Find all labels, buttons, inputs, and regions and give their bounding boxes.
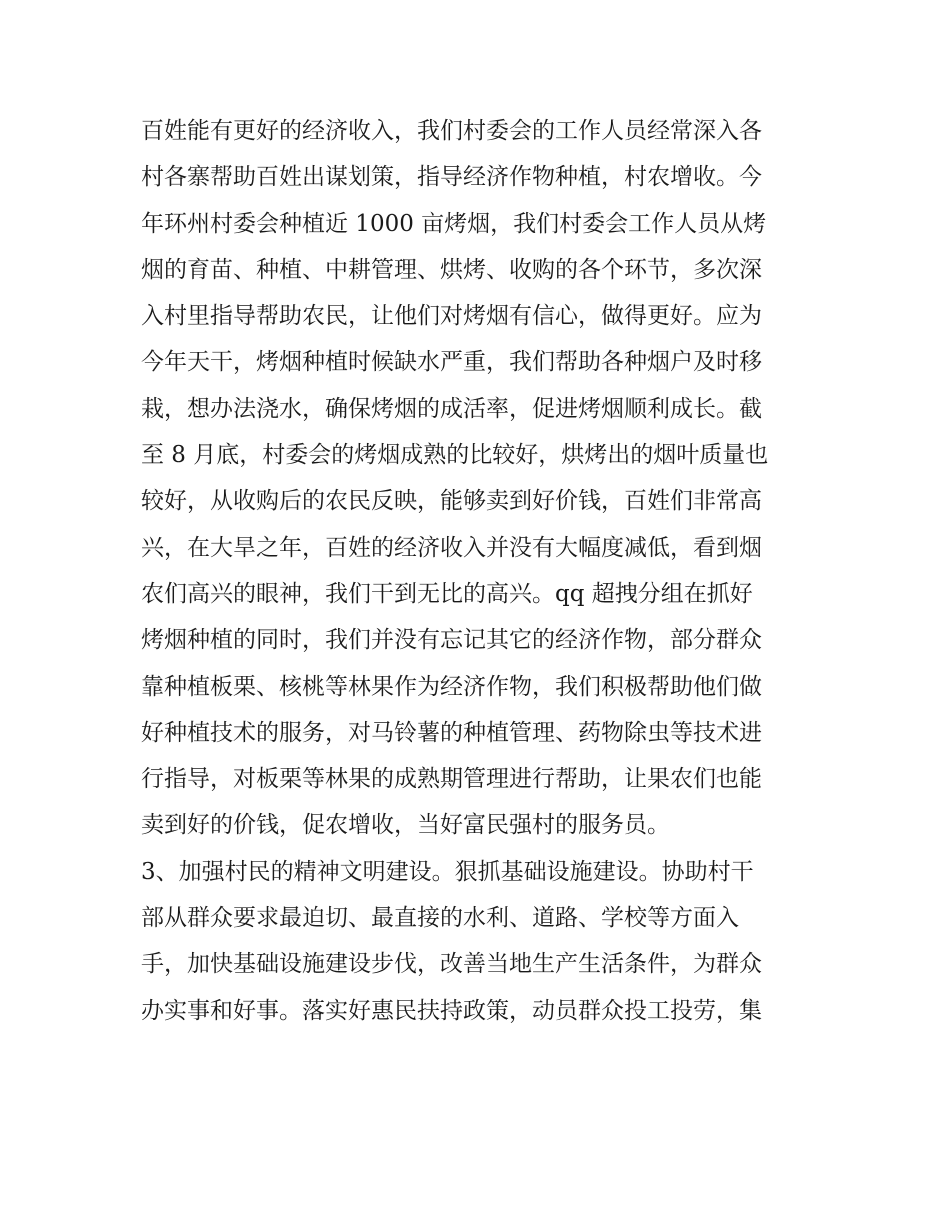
body-text	[141, 108, 821, 1034]
text-line: 农们高兴的眼神，我们干到无比的高兴。qq 超拽分组在抓好	[141, 580, 753, 607]
text-line: 好种植技术的服务，对马铃薯的种植管理、药物除虫等技术进	[141, 719, 762, 746]
text-line: 烤烟种植的同时，我们并没有忘记其它的经济作物，部分群众	[141, 627, 762, 654]
text-line: 较好，从收购后的农民反映，能够卖到好价钱，百姓们非常高	[141, 488, 762, 515]
text-line: 年环州村委会种植近 1000 亩烤烟，我们村委会工作人员从烤	[141, 210, 767, 237]
text-line: 今年天干，烤烟种植时候缺水严重，我们帮助各种烟户及时移	[141, 349, 762, 376]
text-line: 3、加强村民的精神文明建设。狠抓基础设施建设。协助村干	[141, 858, 754, 885]
text-line: 办实事和好事。落实好惠民扶持政策，动员群众投工投劳，集	[141, 997, 762, 1024]
text-line: 烟的育苗、种植、中耕管理、烘烤、收购的各个环节，多次深	[141, 256, 762, 283]
text-line: 至 8 月底，村委会的烤烟成熟的比较好，烘烤出的烟叶质量也	[141, 442, 769, 469]
text-line: 栽，想办法浇水，确保烤烟的成活率，促进烤烟顺利成长。截	[141, 395, 762, 422]
text-line: 手，加快基础设施建设步伐，改善当地生产生活条件，为群众	[141, 951, 762, 978]
text-line: 百姓能有更好的经济收入，我们村委会的工作人员经常深入各	[141, 118, 762, 144]
text-line: 靠种植板栗、核桃等林果作为经济作物，我们积极帮助他们做	[141, 673, 762, 700]
text-line: 行指导，对板栗等林果的成熟期管理进行帮助，让果农们也能	[141, 766, 762, 793]
text-line: 部从群众要求最迫切、最直接的水利、道路、学校等方面入	[141, 905, 739, 932]
text-line: 村各寨帮助百姓出谋划策，指导经济作物种植，村农增收。今	[141, 164, 762, 191]
text-line: 兴，在大旱之年，百姓的经济收入并没有大幅度减低，看到烟	[141, 534, 762, 561]
text-line: 卖到好的价钱，促农增收，当好富民强村的服务员。	[141, 812, 670, 839]
text-line: 入村里指导帮助农民，让他们对烤烟有信心，做得更好。应为	[141, 303, 762, 330]
